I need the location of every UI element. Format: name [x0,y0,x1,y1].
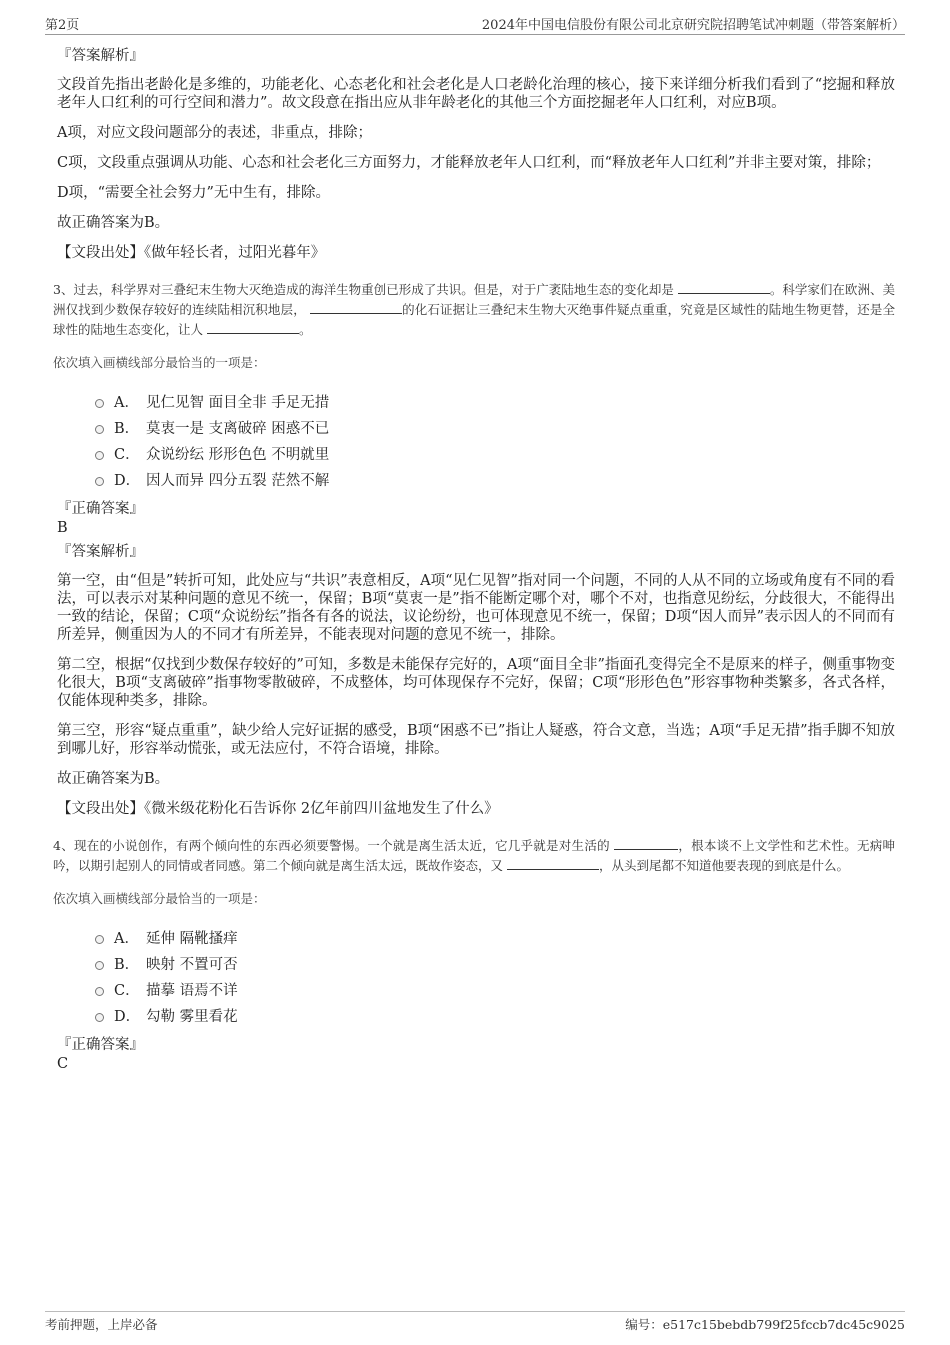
analysis-paragraph: 第二空，根据“仅找到少数保存较好的”可知，多数是未能保存完好的，A项“面目全非”指面孔变得完全不是原来的样子，侧重事物变化很大，B项“支离破碎”指事物零散破碎，不成整体，均可体现保存不完好，保留；C项“形形色色”形容事物种类繁多，各式各样，仅能体现种类多，排除。 [57,657,895,709]
fill-blank [507,857,599,870]
page-number: 第2页 [45,18,80,33]
analysis-paragraph: A项，对应文段问题部分的表述，非重点，排除； [57,125,372,141]
analysis-paragraph: C项，文段重点强调从功能、心态和社会老化三方面努力，才能释放老年人口红利，而“释放老年人口红利”并非主要对策，排除； [57,155,881,171]
option-d[interactable]: D． 勾勒 雾里看花 [95,1002,895,1028]
option-a[interactable]: A． 见仁见智 面目全非 手足无措 [95,388,895,414]
option-b[interactable]: B． 映射 不置可否 [95,950,895,976]
radio-button[interactable] [95,399,104,408]
option-c[interactable]: C． 描摹 语焉不详 [95,976,895,1002]
passage-source: 【文段出处】《微米级花粉化石告诉你 2亿年前四川盆地发生了什么》 [57,801,499,817]
correct-answer-heading: 『正确答案』 [57,1037,144,1053]
question-prompt: 依次填入画横线部分最恰当的一项是： [53,891,266,906]
radio-button[interactable] [95,961,104,970]
analysis-paragraph: 第三空，形容“疑点重重”，缺少给人完好证据的感受，B项“困惑不已”指让人疑惑，符合文意，当选；A项“手足无措”指手脚不知放到哪儿好，形容举动慌张，或无法应付，不符合语境，排除。 [57,723,895,757]
document-id: 编号：e517c15bebdb799f25fccb7dc45c9025 [625,1317,905,1332]
question-4-options [95,924,895,1028]
analysis-paragraph: 文段首先指出老龄化是多维的，功能老化、心态老化和社会老化是人口老龄化治理的核心，接下来详细分析我们看到了“挖掘和释放老年人口红利的可行空间和潜力”。故文段意在指出应从非年龄老化的其他三个方面挖掘老年人口红利，对应B项。 [57,77,895,111]
analysis-paragraph: 第一空，由“但是”转折可知，此处应与“共识”表意相反，A项“见仁见智”指对同一个问题，不同的人从不同的立场或角度有不同的看法，可以表示对某种问题的意见不统一，保留；B项“莫衷一是”指不能断定哪个对，哪个不对，也指意见纷纭，分歧很大，不能得出一致的结论，保留；C项“众说纷纭”指各有各的说法，议论纷纷，也可体现意见不统一，保留；D项“因人而异”表示因人的不同而有所差异，侧重因为人的不同才有所差异，不能表现对问题的意见不统一，排除。 [57,573,895,643]
analysis-heading: 『答案解析』 [57,48,144,64]
question-3-text: 3、过去，科学界对三叠纪末生物大灭绝造成的海洋生物重创已形成了共识。但是，对于广袤陆地生态的变化却是 。科学家们在欧洲、美洲仅找到少数保存较好的连续陆相沉积地层， 的化石证据让三叠纪末生物大灭绝事件疑点重重，究竟是区域性的陆地生物更替，还是全球性的陆地生态变化，让人 。 [53,282,895,337]
option-b[interactable]: B． 莫衷一是 支离破碎 困惑不已 [95,414,895,440]
correct-answer-value: B [57,520,68,536]
radio-button[interactable] [95,987,104,996]
document-title: 2024年中国电信股份有限公司北京研究院招聘笔试冲刺题（带答案解析） [481,18,905,33]
radio-button[interactable] [95,451,104,460]
correct-answer-value: C [57,1056,69,1072]
radio-button[interactable] [95,935,104,944]
page-header [45,14,905,35]
fill-blank [310,301,402,314]
fill-blank [614,837,678,850]
correct-answer-statement: 故正确答案为B。 [57,215,170,231]
radio-button[interactable] [95,1013,104,1022]
option-d[interactable]: D． 因人而异 四分五裂 茫然不解 [95,466,895,492]
radio-button[interactable] [95,477,104,486]
question-3-options [95,388,895,492]
option-c[interactable]: C． 众说纷纭 形形色色 不明就里 [95,440,895,466]
correct-answer-statement: 故正确答案为B。 [57,771,170,787]
fill-blank [678,281,770,294]
analysis-paragraph: D项，“需要全社会努力”无中生有，排除。 [57,185,330,201]
radio-button[interactable] [95,425,104,434]
question-4-text: 4、现在的小说创作，有两个倾向性的东西必须要警惕。一个就是离生活太近，它几乎就是对生活的 ，根本谈不上文学性和艺术性。无病呻吟，以期引起别人的同情或者同感。第二个倾向就是离生活太远，既故作姿态，又 ，从头到尾都不知道他要表现的到底是什么。 [53,838,895,873]
correct-answer-heading: 『正确答案』 [57,501,144,517]
footer-slogan: 考前押题，上岸必备 [45,1317,158,1332]
page-footer [45,1311,905,1335]
document-body [53,46,895,1078]
question-prompt: 依次填入画横线部分最恰当的一项是： [53,355,266,370]
analysis-heading: 『答案解析』 [57,544,144,560]
fill-blank [207,321,299,334]
option-a[interactable]: A． 延伸 隔靴搔痒 [95,924,895,950]
passage-source: 【文段出处】《做年轻长者，过阳光暮年》 [57,245,326,261]
